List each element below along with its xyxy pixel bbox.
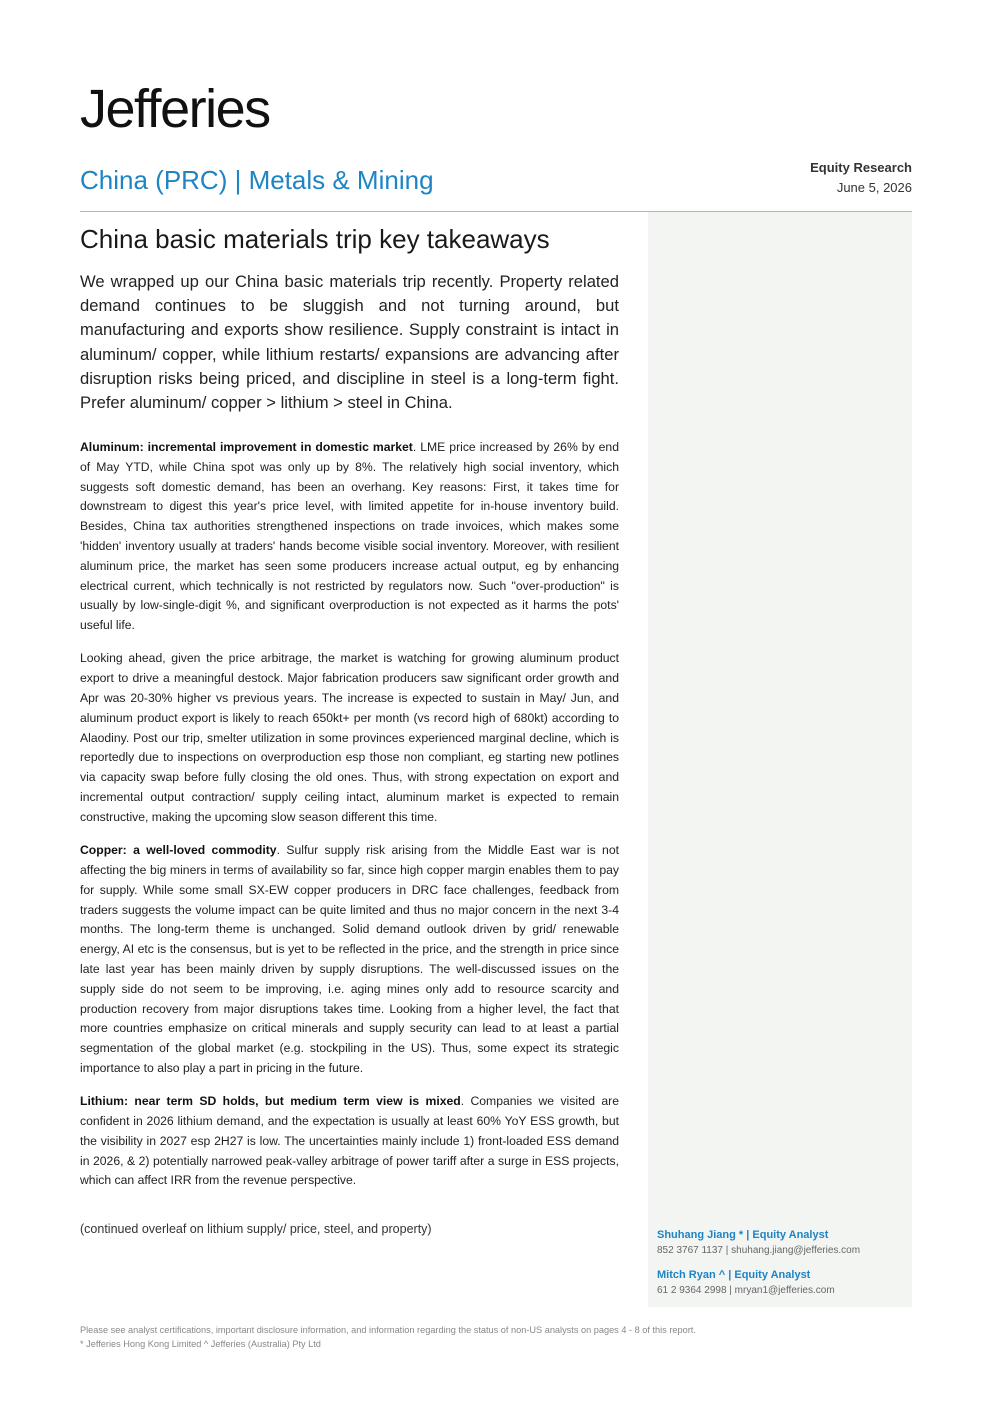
report-meta xyxy=(810,158,912,198)
disclosure-note: Please see analyst certifications, important disclosure information, and information regarding the status of non-US analysts on pages 4 - 8 of this report. xyxy=(80,1325,696,1335)
section-aluminum-outlook xyxy=(80,649,619,827)
section-lithium xyxy=(80,1092,619,1191)
entity-note: * Jefferies Hong Kong Limited ^ Jefferies (Australia) Pty Ltd xyxy=(80,1338,321,1349)
section-text: Looking ahead, given the price arbitrage, the market is watching for growing aluminum product export to drive a meaningful destock. Major fabrication producers saw significant order growth and Apr was 20-30% higher vs previous years. The increase is expected to sustain in May/ Jun, and aluminum product export is likely to reach 650kt+ per month (vs record high of 680kt) according to Alaodiny. Post our trip, smelter utilization in some provinces experienced marginal decline, which is reportedly due to inspections on overproduction esp those non compliant, eg starting new potlines via capacity swap before fully closing the old ones. Thus, with strong expectation on export and incremental output contraction/ supply ceiling intact, aluminum market is expected to remain constructive, making the upcoming slow season different this time. xyxy=(80,651,619,824)
analyst-role: | Equity Analyst xyxy=(746,1229,829,1241)
jefferies-logo: Jefferies xyxy=(80,79,270,139)
lead-summary: We wrapped up our China basic materials trip recently. Property related demand continues to be sluggish and not turning around, but manufacturing and exports show resilience. Supply constraint is intact in aluminum/ copper, while lithium restarts/ expansions are advancing after disruption risks being priced, and discipline in steel is a long-term fight. Prefer aluminum/ copper > lithium > steel in China. xyxy=(80,272,619,413)
section-text: . LME price increased by 26% by end of May YTD, while China spot was only up by 8%. The relatively high social inventory, which suggests soft domestic demand, has been an overhang. Key reasons: First, it takes time for downstream to digest this year's price level, with limited appetite for in-house inventory build. Besides, China tax authorities strengthened inspections on trade invoices, which makes some 'hidden' inventory usually at traders' hands become visible social inventory. Moreover, with resilient aluminum price, the market has seen some producers increase actual output, eg by enhancing electrical current, which technically is not restricted by regulators now. Such "over-production" is usually by low-single-digit %, and significant overproduction is not expected as it harms the pots' useful life. xyxy=(80,440,619,633)
analyst-name: Shuhang Jiang * xyxy=(657,1229,744,1241)
continued-note: (continued overleaf on lithium supply/ price, steel, and property) xyxy=(80,1222,432,1236)
analyst-name: Mitch Ryan ^ xyxy=(657,1269,726,1281)
analyst-role: | Equity Analyst xyxy=(728,1269,811,1281)
analyst-contact[interactable]: 852 3767 1137 | shuhang.jiang@jefferies.com xyxy=(657,1245,861,1256)
section-aluminum xyxy=(80,438,619,636)
section-text: . Sulfur supply risk arising from the Middle East war is not affecting the big miners in terms of availability so far, since high copper margin enables them to pay for supply. While some small SX-EW copper producers in DRC face challenges, feedback from traders suggests the volume impact can be quite limited and thus no major concern in the next 3-4 months. The long-term theme is unchanged. Solid demand outlook driven by grid/ renewable energy, AI etc is the consensus, but is yet to be reflected in the price, and the strength in price since late last year has been mainly driven by supply disruptions. The well-discussed issues on the supply side do not seem to be improving, i.e. aging mines only add to resource scarcity and production recovery from major disruptions takes time. Looking from a higher level, the fact that more countries emphasize on critical minerals and supply security can lead to at least a partial segmentation of the global market (e.g. stockpiling in the US). Thus, some expect its strategic importance to also play a part in pricing in the future. xyxy=(80,843,619,1075)
sector-title: China (PRC) | Metals & Mining xyxy=(80,165,434,195)
section-heading: Lithium: near term SD holds, but medium term view is mixed xyxy=(80,1094,461,1109)
report-type: Equity Research xyxy=(810,160,912,175)
section-text: . Companies we visited are confident in 2026 lithium demand, and the expectation is usually at least 60% YoY ESS growth, but the visibility in 2027 esp 2H27 is low. The uncertainties mainly include 1) front-loaded ESS demand in 2026, & 2) potentially narrowed peak-valley arbitrage of power tariff after a surge in ESS projects, which can affect IRR from the revenue perspective. xyxy=(80,1094,619,1188)
footnotes xyxy=(80,1324,696,1351)
analyst-card xyxy=(657,1228,860,1258)
section-heading: Copper: a well-loved commodity xyxy=(80,843,277,858)
analyst-contact[interactable]: 61 2 9364 2998 | mryan1@jefferies.com xyxy=(657,1285,835,1296)
report-body xyxy=(80,438,619,1205)
analyst-card xyxy=(657,1268,835,1298)
section-copper xyxy=(80,841,619,1079)
sidebar-panel xyxy=(648,212,912,1307)
section-heading: Aluminum: incremental improvement in domestic market xyxy=(80,440,413,454)
report-title: China basic materials trip key takeaways xyxy=(80,224,550,254)
report-date: June 5, 2026 xyxy=(836,180,912,195)
